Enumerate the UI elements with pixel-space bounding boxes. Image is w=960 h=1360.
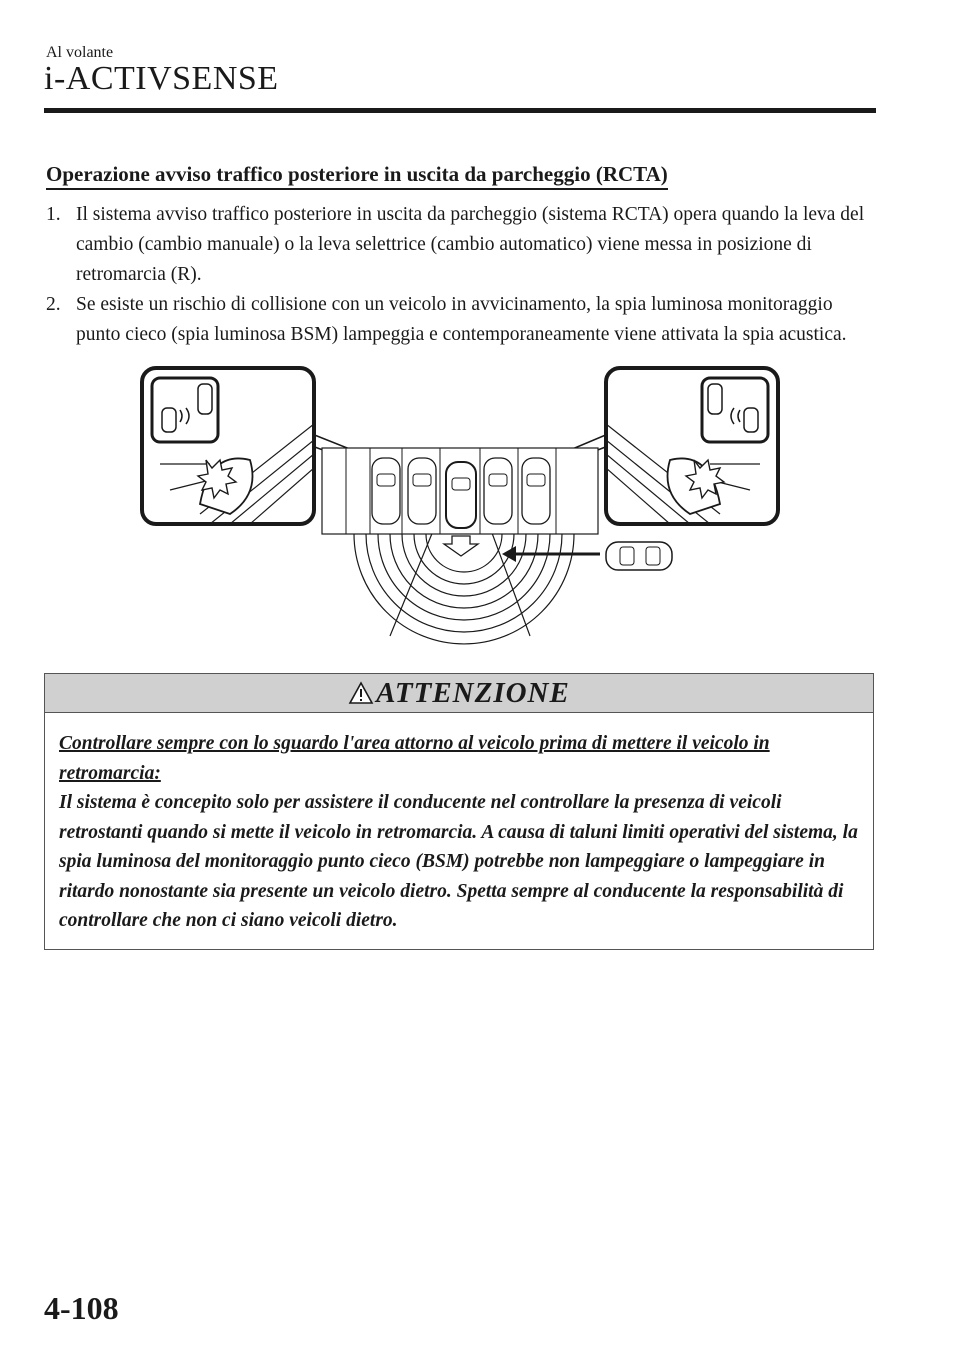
page-title: i-ACTIVSENSE xyxy=(44,60,279,97)
step-item xyxy=(46,200,866,290)
chapter-label: Al volante xyxy=(46,44,114,61)
bsm-light-left-icon xyxy=(142,368,314,524)
caution-header xyxy=(45,674,873,713)
bsm-light-right-icon xyxy=(606,368,778,524)
rcta-illustration xyxy=(140,364,780,654)
step-text: Se esiste un rischio di collisione con un veicolo in avvicinamento, la spia luminosa monitoraggio punto cieco (spia luminosa BSM) lampeggia e contemporaneamente viene attivata la spia acustica. xyxy=(76,294,847,345)
step-number: 1. xyxy=(46,204,61,225)
warning-triangle-icon xyxy=(348,681,374,705)
section-heading: Operazione avviso traffico posteriore in uscita da parcheggio (RCTA) xyxy=(46,162,668,190)
caution-lead: Controllare sempre con lo sguardo l'area attorno al veicolo prima di mettere il veicolo in retromarcia: xyxy=(59,733,770,784)
caution-text: Il sistema è concepito solo per assistere il conducente nel controllare la presenza di veicoli retrostanti quando si mette il veicolo in retromarcia. A causa di taluni limiti operativi del sistema, la spia luminosa del monitoraggio punto cieco (BSM) potrebbe non lampeggiare o lampeggiare in ritardo nonostante sia presente un veicolo dietro. Spetta sempre al conducente la responsabilità di controllare che non ci siano veicoli dietro. xyxy=(59,792,858,931)
caution-box xyxy=(44,673,874,950)
caution-title: ATTENZIONE xyxy=(376,676,570,709)
reverse-arrow-icon xyxy=(444,536,478,556)
steps-list xyxy=(46,200,866,350)
header-rule xyxy=(44,108,876,113)
step-text: Il sistema avviso traffico posteriore in uscita da parcheggio (sistema RCTA) opera quando la leva del cambio (cambio manuale) o la leva selettrice (cambio automatico) viene messa in posizione di retromarcia (R). xyxy=(76,204,865,285)
caution-body xyxy=(45,713,873,936)
step-item xyxy=(46,290,866,350)
approaching-car-icon xyxy=(502,542,672,570)
page-number: 4-108 xyxy=(44,1290,119,1326)
step-number: 2. xyxy=(46,294,61,315)
